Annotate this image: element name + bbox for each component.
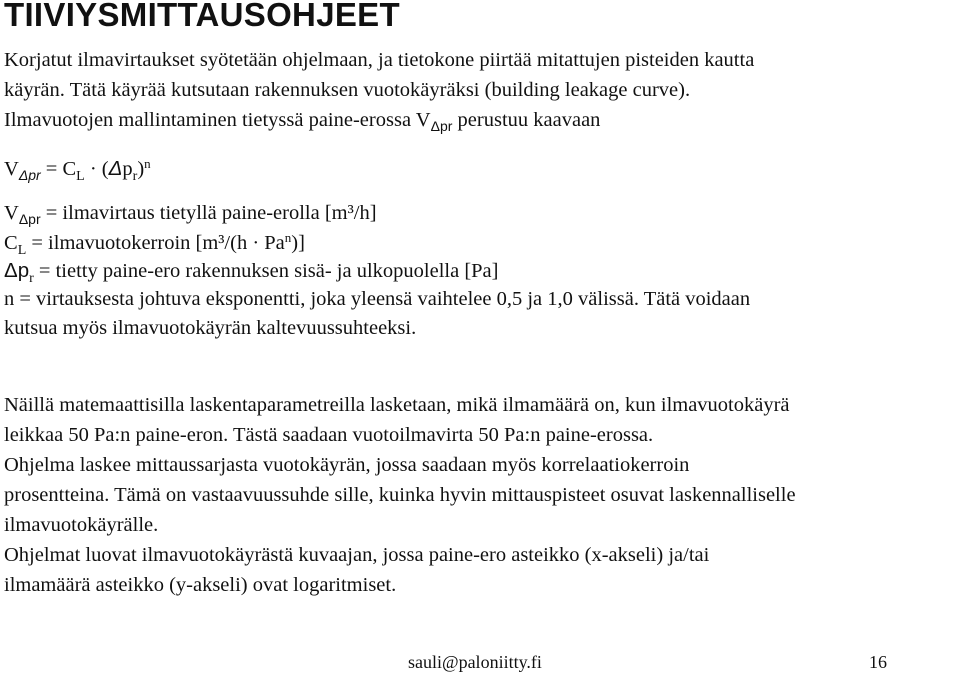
body-line-6: Ohjelmat luovat ilmavuotokäyrästä kuvaajan, jossa paine-ero asteikko (x-akseli) ja/tai <box>4 544 710 566</box>
definition-p-subscript: r <box>29 271 34 286</box>
definition-v <box>4 202 377 227</box>
definition-c <box>4 230 305 259</box>
intro-line-3 <box>4 109 600 134</box>
formula-p: p <box>122 158 133 180</box>
definition-p-text: = tietty paine-ero rakennuksen sisä- ja ulkopuolella [Pa] <box>33 260 499 282</box>
formula-delta: Δ <box>108 157 123 180</box>
formula-close: ) <box>137 158 145 180</box>
footer-email: sauli@paloniitty.fi <box>408 652 542 672</box>
formula-c-subscript: L <box>76 169 85 184</box>
formula-v: V <box>4 158 19 180</box>
body-line-5: ilmavuotokäyrälle. <box>4 514 159 536</box>
intro-line-3-subscript: Δpr <box>430 118 453 134</box>
definition-c-subscript: L <box>17 243 27 258</box>
formula-exponent: n <box>144 156 151 171</box>
definition-c-text: = ilmavuotokerroin [m³/(h · Pa <box>26 232 285 254</box>
leakage-formula <box>4 156 151 185</box>
intro-line-2: käyrän. Tätä käyrää kutsutaan rakennuksen vuotokäyräksi (building leakage curve). <box>4 79 691 101</box>
definition-v-text: = ilmavirtaus tietyllä paine-erolla [m³/h] <box>40 202 377 224</box>
body-line-3: Ohjelma laskee mittaussarjasta vuotokäyrän, jossa saadaan myös korrelaatiokerroin <box>4 454 690 476</box>
body-line-7: ilmamäärä asteikko (y-akseli) ovat logaritmiset. <box>4 574 397 596</box>
definition-v-subscript: Δpr <box>18 211 41 227</box>
intro-line-3-text: Ilmavuotojen mallintaminen tietyssä paine-erossa V <box>4 109 431 131</box>
intro-line-1: Korjatut ilmavirtaukset syötetään ohjelmaan, ja tietokone piirtää mitattujen pisteiden kautta <box>4 49 755 71</box>
intro-line-3-end: perustuu kaavaan <box>452 109 601 131</box>
body-line-4: prosentteina. Tämä on vastaavuussuhde sille, kuinka hyvin mittauspisteet osuvat laskennalliselle <box>4 484 796 506</box>
body-line-1: Näillä matemaattisilla laskentaparametreilla lasketaan, mikä ilmamäärä on, kun ilmavuotokäyrä <box>4 394 790 416</box>
page-number: 16 <box>869 652 887 672</box>
page-title: TIIVIYSMITTAUSOHJEET <box>4 0 400 33</box>
definition-p-symbol: Δp <box>4 259 30 282</box>
body-line-2: leikkaa 50 Pa:n paine-eron. Tästä saadaan vuotoilmavirta 50 Pa:n paine-erossa. <box>4 424 654 446</box>
definition-c-superscript: n <box>284 230 292 245</box>
definition-n-line-1: n = virtauksesta johtuva eksponentti, joka yleensä vaihtelee 0,5 ja 1,0 välissä. Tätä voidaan <box>4 288 751 310</box>
definition-v-symbol: V <box>4 202 19 224</box>
definition-c-symbol: C <box>4 232 18 254</box>
formula-v-subscript: Δpr <box>18 167 41 183</box>
definition-c-end: )] <box>291 232 305 254</box>
formula-p-subscript: r <box>132 169 138 184</box>
definition-n-line-2: kutsua myös ilmavuotokäyrän kaltevuussuhteeksi. <box>4 317 417 339</box>
formula-equals-c: = C <box>40 158 77 180</box>
formula-open: · ( <box>84 158 109 180</box>
definition-p <box>4 259 498 287</box>
